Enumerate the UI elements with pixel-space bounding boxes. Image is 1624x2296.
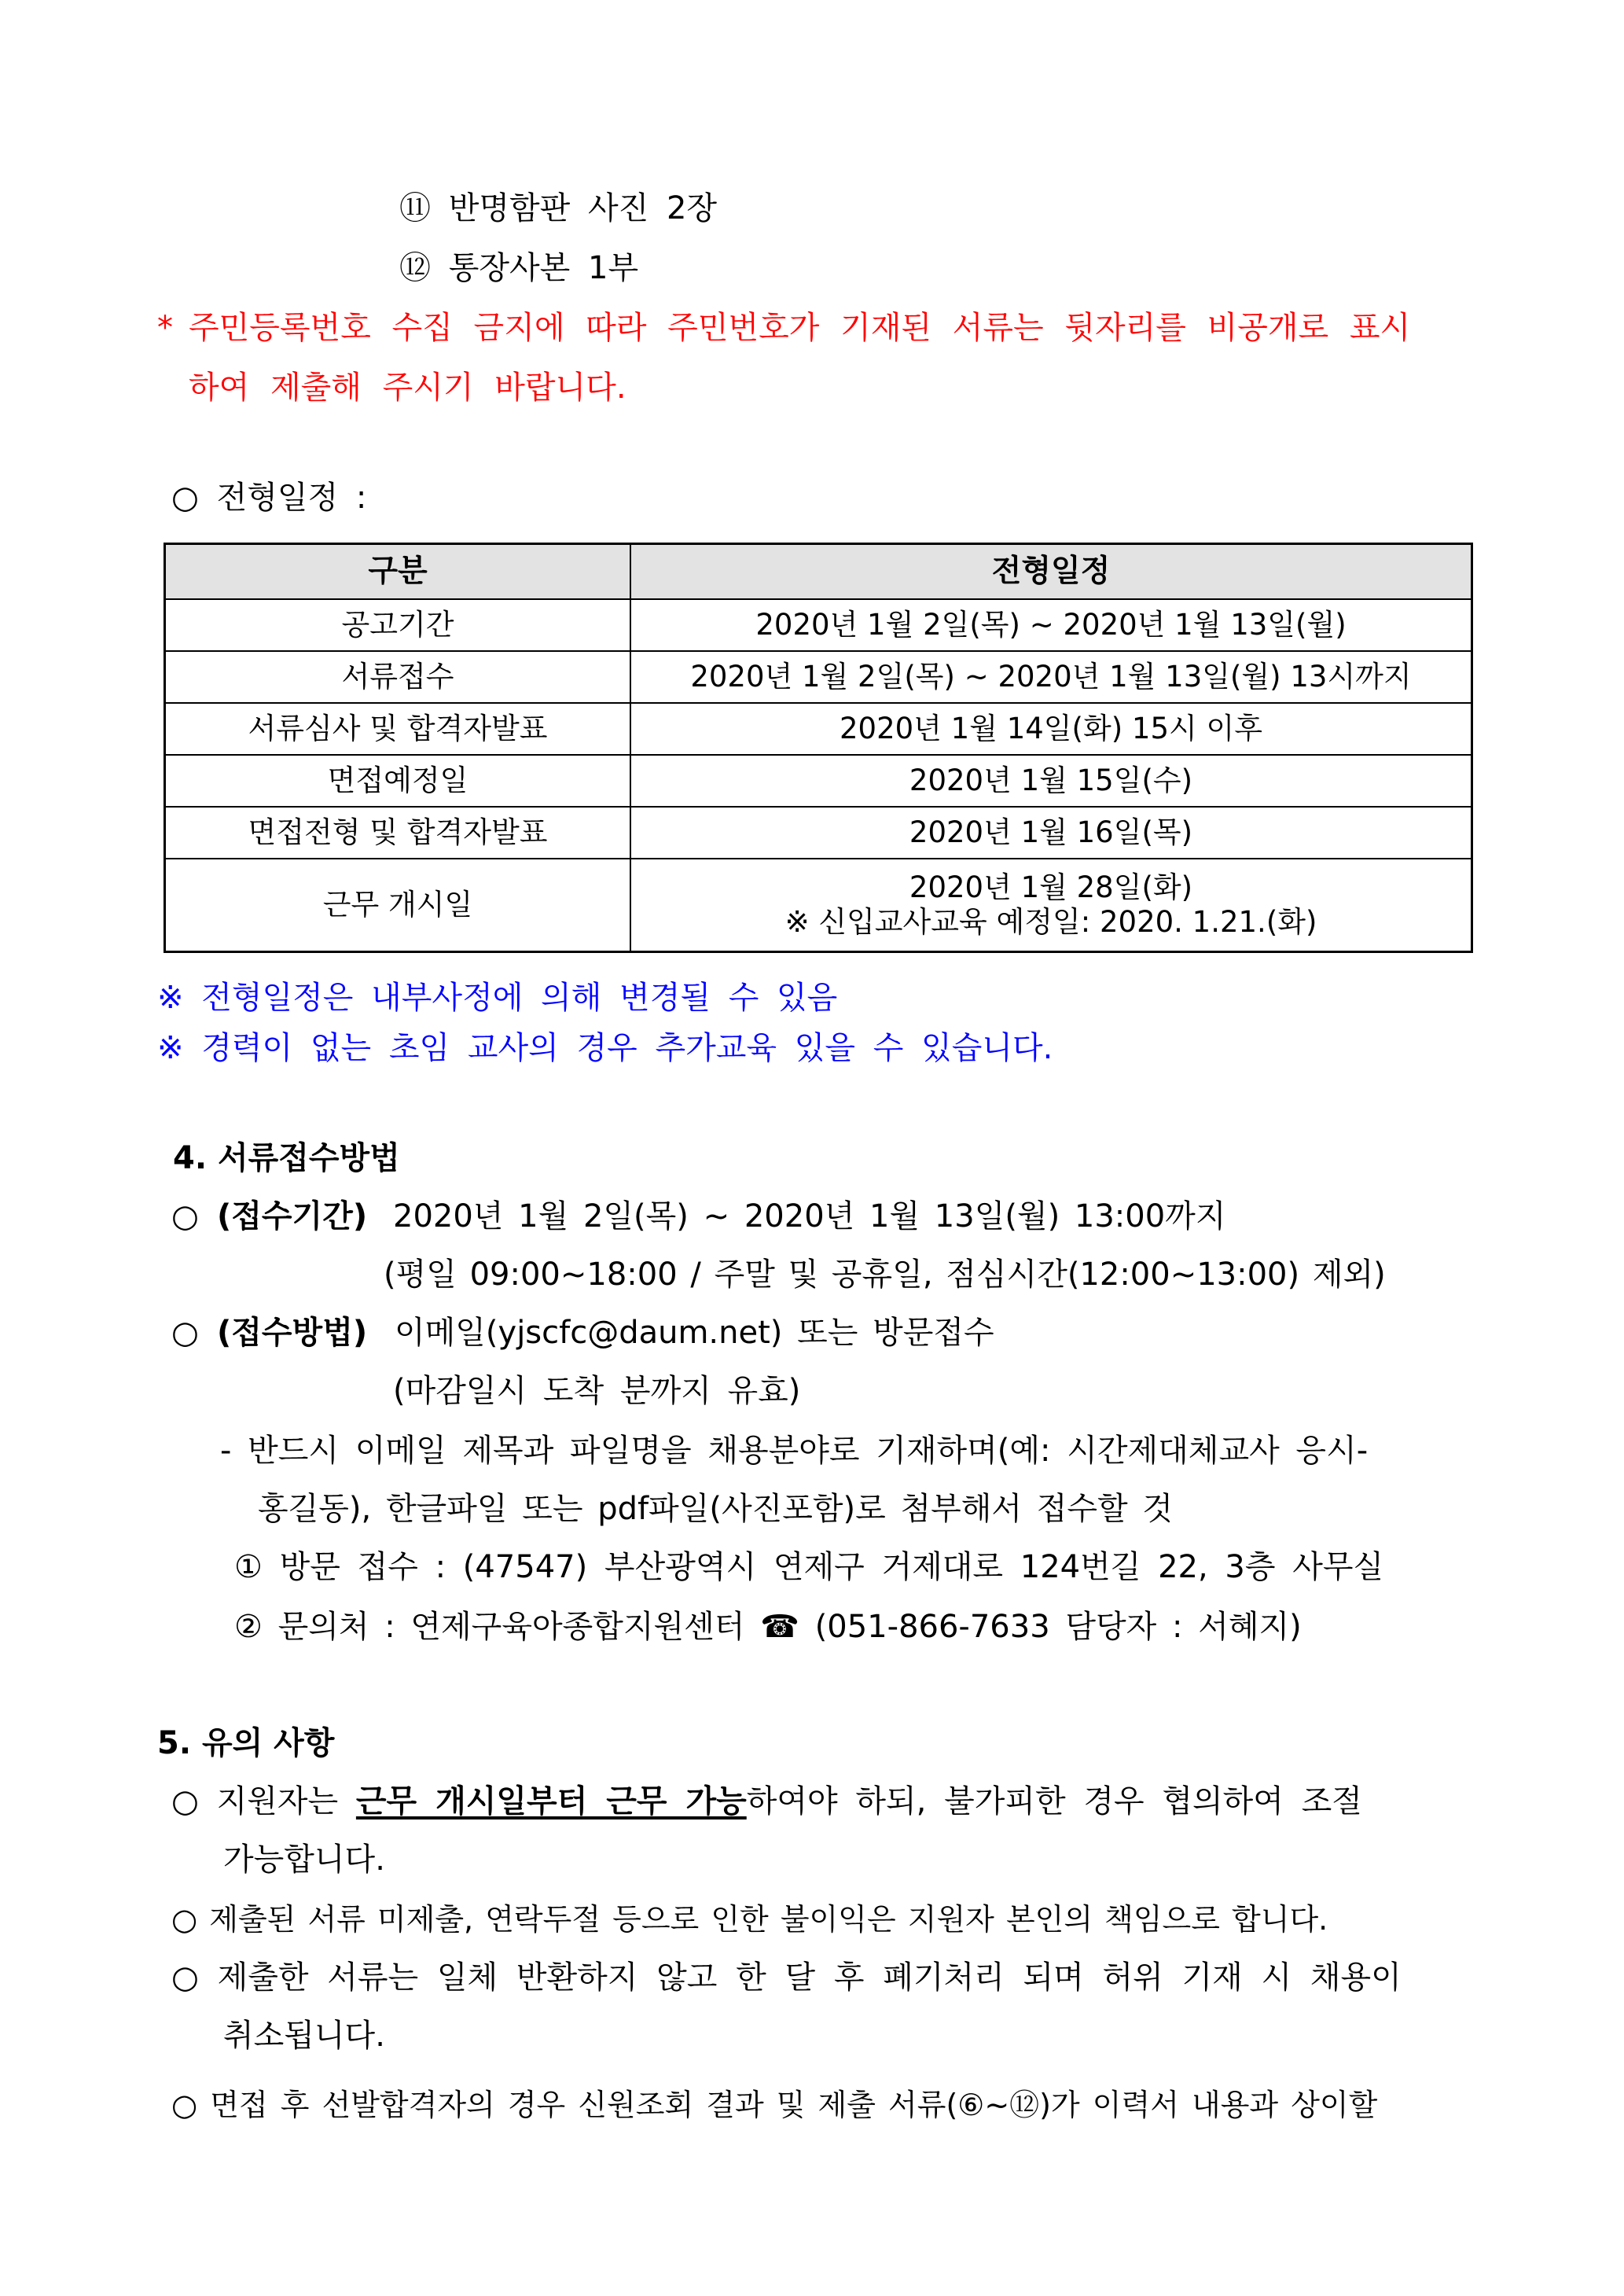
visit-address: ① 방문 접수 : (47547) 부산광역시 연제구 거제대로 124번길 22, 3층 사무실 [234, 1549, 1384, 1585]
row-value: 2020년 1월 2일(목) ~ 2020년 1월 13일(월) [630, 599, 1472, 651]
row-label: 공고기간 [165, 599, 631, 651]
period-value: 2020년 1월 2일(목) ~ 2020년 1월 13일(월) 13:00까지 [393, 1198, 1226, 1234]
table-row [165, 859, 1472, 952]
notice-rrn-line2: 하여 제출해 주시기 바랍니다. [189, 370, 626, 406]
caution-3-line1: ○ 제출한 서류는 일체 반환하지 않고 한 달 후 폐기처리 되며 허위 기재 시 채용이 [171, 1959, 1402, 1996]
submission-instruction-line1: - 반드시 이메일 제목과 파일명을 채용분야로 기재하며(예: 시간제대체교사 응시- [220, 1433, 1369, 1469]
bullet: ○ [171, 1198, 199, 1234]
caution-1-rest: 하여야 하되, 불가피한 경우 협의하여 조절 [746, 1783, 1362, 1820]
caution-1-text: ○ 지원자는 [171, 1783, 356, 1820]
row-label: 서류접수 [165, 651, 631, 703]
row-value: 2020년 1월 28일(화) [909, 870, 1193, 904]
schedule-table [164, 543, 1473, 953]
table-row [165, 651, 1472, 703]
method-value: 이메일(yjscfc@daum.net) 또는 방문접수 [395, 1315, 994, 1351]
caution-1-emphasis: 근무 개시일부터 근무 가능 [355, 1783, 747, 1820]
period-label: (접수기간) [217, 1198, 368, 1234]
document-item-12: ⑫ 통장사본 1부 [399, 250, 639, 286]
caution-1-line2: 가능합니다. [223, 1842, 385, 1878]
method-note: (마감일시 도착 분까지 유효) [393, 1373, 801, 1409]
table-row [165, 599, 1472, 651]
document-item-11: ⑪ 반명함판 사진 2장 [399, 190, 718, 226]
table-header-row [165, 544, 1472, 600]
caution-4: ○ 면접 후 선발합격자의 경우 신원조회 결과 및 제출 서류(⑥~⑫)가 이력서 내용과 상이할 [171, 2088, 1378, 2122]
header-category: 구분 [165, 544, 631, 600]
row-label: 근무 개시일 [165, 859, 631, 952]
contact-info: ② 문의처 : 연제구육아종합지원센터 ☎ (051-866-7633 담당자 : 서혜지) [234, 1609, 1302, 1645]
notice-star: * [157, 310, 173, 346]
table-row [165, 703, 1472, 755]
period-note: (평일 09:00~18:00 / 주말 및 공휴일, 점심시간(12:00~13:00) 제외) [384, 1257, 1386, 1293]
row-value: 2020년 1월 16일(목) [630, 807, 1472, 859]
caution-1-line1 [171, 1782, 1362, 1821]
section-4-title: 4. 서류접수방법 [173, 1140, 400, 1176]
caution-2: ○ 제출된 서류 미제출, 연락두절 등으로 인한 불이익은 지원자 본인의 책임으로 합니다. [171, 1902, 1328, 1937]
row-value-multiline [630, 859, 1472, 952]
header-schedule: 전형일정 [630, 544, 1472, 600]
row-value-note: ※ 신입교사교육 예정일: 2020. 1.21.(화) [784, 905, 1317, 939]
submission-instruction-line2: 홍길동), 한글파일 또는 pdf파일(사진포함)로 첨부해서 접수할 것 [258, 1491, 1174, 1527]
schedule-note-2: ※ 경력이 없는 초임 교사의 경우 추가교육 있을 수 있습니다. [157, 1030, 1053, 1066]
row-label: 면접전형 및 합격자발표 [165, 807, 631, 859]
schedule-note-1: ※ 전형일정은 내부사정에 의해 변경될 수 있음 [157, 980, 838, 1016]
row-value: 2020년 1월 15일(수) [630, 755, 1472, 807]
method-label: (접수방법) [217, 1315, 368, 1351]
section-5-title: 5. 유의 사항 [157, 1725, 335, 1761]
table-row [165, 755, 1472, 807]
row-label: 서류심사 및 합격자발표 [165, 703, 631, 755]
row-value: 2020년 1월 14일(화) 15시 이후 [630, 703, 1472, 755]
table-row [165, 807, 1472, 859]
caution-3-line2: 취소됩니다. [223, 2018, 385, 2054]
schedule-heading: ○ 전형일정 : [171, 480, 367, 516]
notice-rrn-line1: 주민등록번호 수집 금지에 따라 주민번호가 기재된 서류는 뒷자리를 비공개로 표시 [189, 310, 1411, 346]
row-label: 면접예정일 [165, 755, 631, 807]
bullet: ○ [171, 1315, 199, 1351]
row-value: 2020년 1월 2일(목) ~ 2020년 1월 13일(월) 13시까지 [630, 651, 1472, 703]
